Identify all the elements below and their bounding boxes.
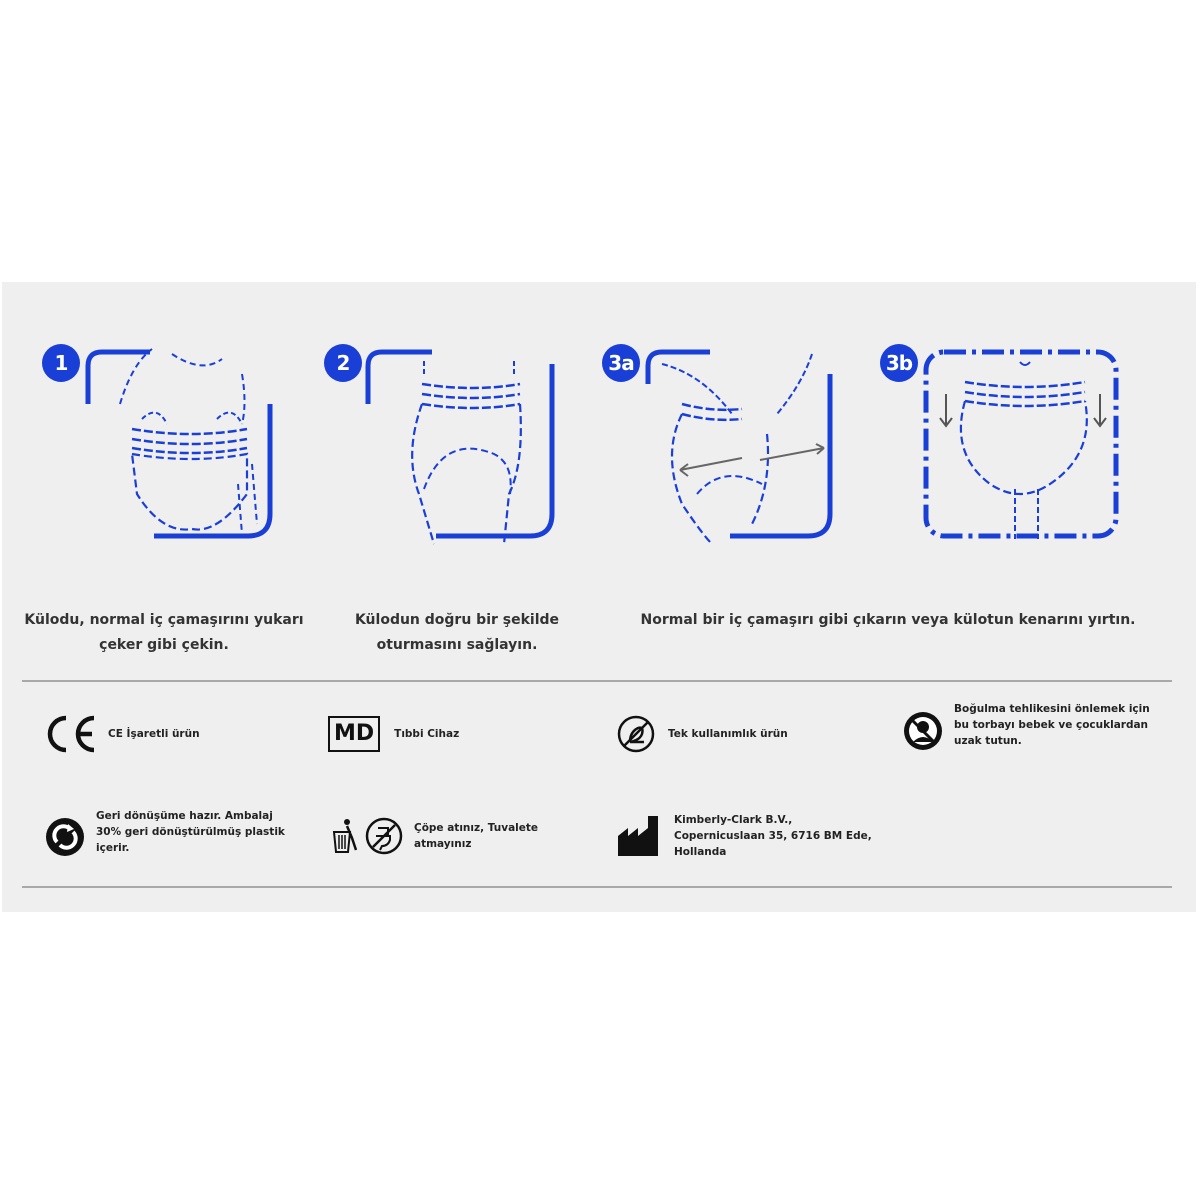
manufacturer-label: Kimberly-Clark B.V., Copernicuslaan 35, 6716 BM Ede, Hollanda <box>674 814 872 858</box>
no-flush-icon <box>364 816 404 856</box>
bin-label: Çöpe atınız, Tuvalete atmayınız <box>414 822 539 850</box>
step-1-caption: Külodu, normal iç çamaşırını yukarı çeker gibi çekin. <box>24 612 304 653</box>
md-mark-icon: MD <box>328 716 380 752</box>
step-2-drawing <box>324 344 564 554</box>
symbol-bin <box>330 816 554 856</box>
step-1-drawing <box>42 344 282 554</box>
step-2-illustration <box>324 344 564 554</box>
step-3-caption: Normal bir iç çamaşırı gibi çıkarın veya külotun kenarını yırtın. <box>640 612 1136 628</box>
md-label: Tıbbi Cihaz <box>394 728 460 740</box>
step-3b-badge: 3b <box>880 344 918 382</box>
symbol-manufacturer <box>616 812 874 860</box>
do-not-reuse-icon <box>616 714 656 754</box>
symbol-md <box>328 716 459 752</box>
instructions-panel <box>2 282 1196 912</box>
step-1-illustration <box>42 344 282 554</box>
divider-top <box>22 680 1172 682</box>
step-3b-drawing <box>880 344 1120 554</box>
step-3b-illustration <box>880 344 1120 554</box>
step-3a-badge: 3a <box>602 344 640 382</box>
step-3a-drawing <box>602 344 842 554</box>
suffocation-label: Boğulma tehlikesini önlemek için bu torbayı bebek ve çocuklardan uzak tutun. <box>954 703 1150 747</box>
trash-bin-icon <box>330 816 360 856</box>
ce-mark-icon <box>42 714 98 754</box>
recycle-label: Geri dönüşüme hazır. Ambalaj 30% geri dönüştürülmüş plastik içerir. <box>96 810 285 854</box>
symbol-single-use <box>616 714 788 754</box>
green-dot-recycle-icon <box>44 816 86 858</box>
suffocation-warning-icon <box>902 710 944 752</box>
symbol-suffocation <box>902 703 1154 752</box>
divider-bottom <box>22 886 1172 888</box>
symbol-ce <box>42 714 200 754</box>
step-3a-illustration <box>602 344 842 554</box>
step-1-badge: 1 <box>42 344 80 382</box>
symbol-recycle <box>44 810 296 858</box>
step-2-caption: Külodun doğru bir şekilde oturmasını sağlayın. <box>354 612 560 653</box>
single-use-label: Tek kullanımlık ürün <box>668 728 788 740</box>
step-2-badge: 2 <box>324 344 362 382</box>
manufacturer-factory-icon <box>616 814 662 858</box>
ce-label: CE İşaretli ürün <box>108 728 200 740</box>
